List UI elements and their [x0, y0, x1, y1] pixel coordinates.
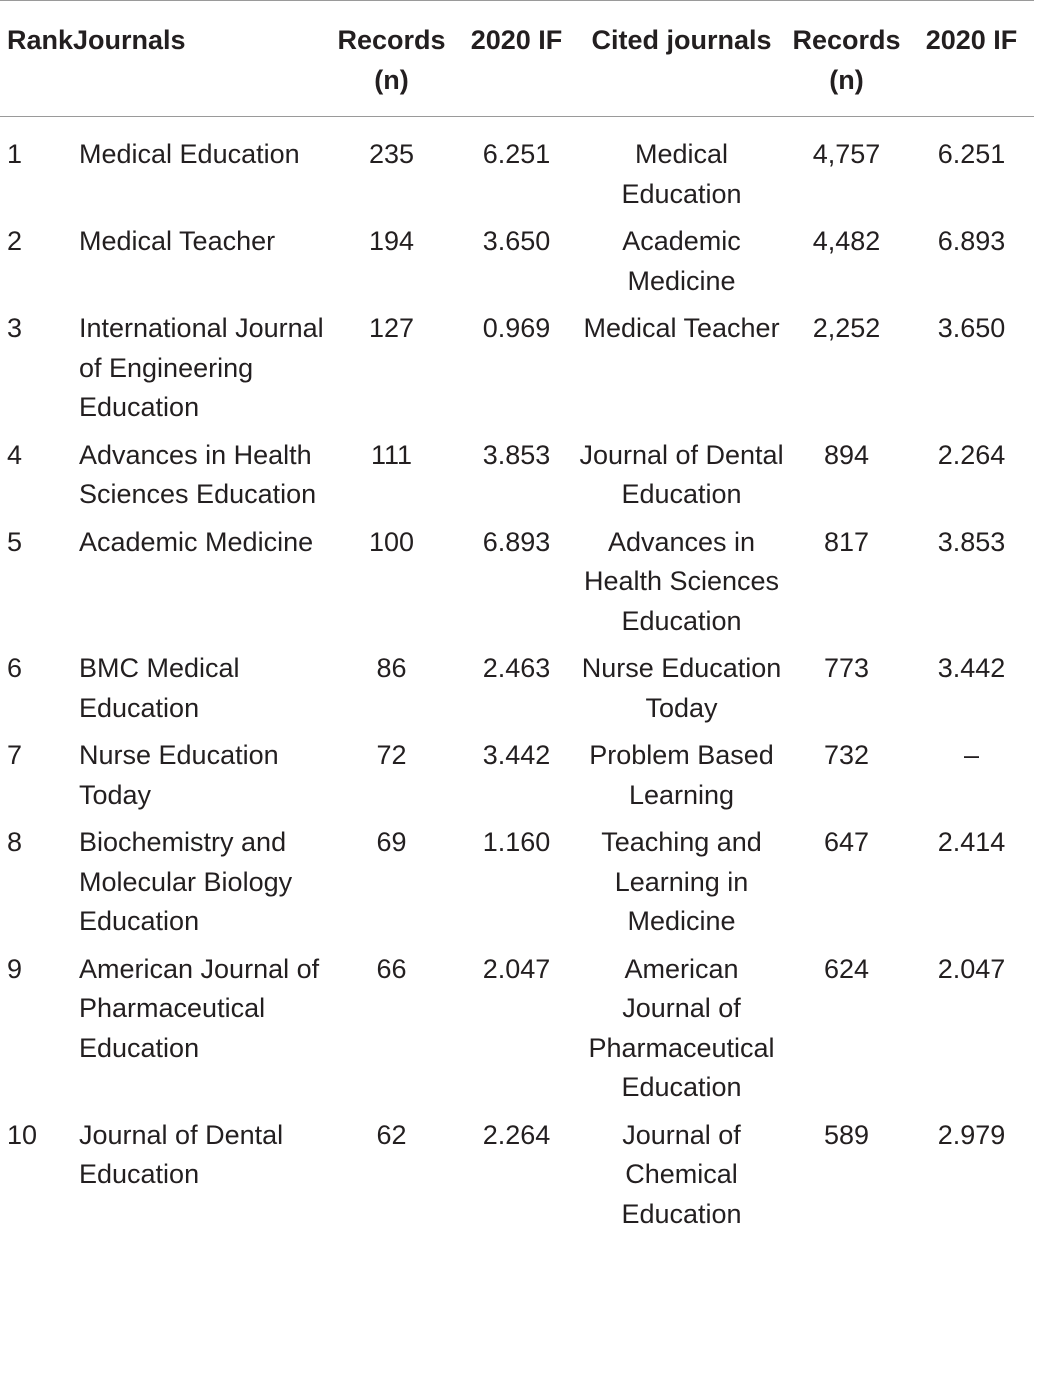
cell-rank: 4: [7, 439, 23, 470]
table-row: [0, 117, 1034, 223]
cell-records: 62: [376, 1119, 407, 1150]
cell-cited-records: 647: [823, 827, 870, 857]
table-row: [0, 309, 1034, 436]
cell-cited-2020-if: 3.650: [937, 313, 1006, 343]
cell-rank: 2: [7, 226, 23, 256]
cell-cited-2020-if: –: [964, 740, 980, 770]
cell-2020-if: 3.442: [482, 740, 551, 770]
cell-2020-if: 6.893: [482, 526, 551, 557]
cell-cited-journal: Journal of Dental Education: [579, 439, 784, 509]
cell-cited-journal: Nurse Education Today: [581, 653, 782, 723]
header-2020-if: 2020 IF: [454, 1, 579, 117]
header-journals: Journals: [73, 25, 186, 55]
header-cited-records: Records (n): [784, 1, 909, 117]
cell-journal: Advances in Health Sciences Education: [79, 439, 317, 509]
cell-records: 111: [370, 439, 413, 470]
cell-cited-2020-if: 6.893: [937, 226, 1006, 256]
cell-journal: Nurse Education Today: [79, 740, 279, 810]
table-row: [0, 222, 1034, 309]
cell-rank: 10: [7, 1119, 38, 1150]
cell-cited-journal: Academic Medicine: [622, 226, 741, 296]
cell-cited-records: 817: [823, 526, 870, 557]
table-row: [0, 950, 1034, 1116]
cell-cited-journal: Teaching and Learning in Medicine: [601, 827, 762, 936]
cell-cited-journal: Advances in Health Sciences Education: [583, 526, 780, 636]
cell-records: 127: [368, 313, 415, 343]
cell-rank: 9: [7, 953, 23, 984]
cell-cited-2020-if: 2.414: [937, 827, 1006, 857]
cell-records: 86: [376, 653, 407, 683]
table-row: [0, 736, 1034, 823]
cell-2020-if: 0.969: [482, 313, 551, 343]
cell-records: 235: [368, 139, 415, 169]
table-body: [0, 117, 1034, 1243]
cell-cited-records: 624: [823, 953, 870, 984]
cell-2020-if: 3.650: [482, 226, 551, 256]
cell-journal: International Journal of Engineering Education: [79, 313, 324, 422]
header-cited-journals: Cited journals: [579, 1, 784, 117]
cell-cited-2020-if: 2.979: [937, 1119, 1006, 1150]
cell-rank: 7: [7, 740, 23, 770]
cell-cited-journal: Journal of Chemical Education: [621, 1119, 742, 1229]
cell-rank: 8: [7, 827, 23, 857]
cell-records: 100: [368, 526, 415, 557]
cell-2020-if: 6.251: [482, 139, 551, 169]
cell-rank: 5: [7, 526, 23, 557]
cell-2020-if: 2.463: [482, 653, 551, 683]
cell-cited-records: 2,252: [812, 313, 881, 343]
cell-journal: American Journal of Pharmaceutical Education: [79, 953, 320, 1063]
cell-cited-records: 732: [823, 740, 870, 770]
cell-cited-records: 894: [823, 439, 870, 470]
table-row: [0, 523, 1034, 650]
cell-2020-if: 1.160: [482, 827, 551, 857]
header-rank-journals: [0, 1, 329, 117]
cell-cited-2020-if: 6.251: [937, 139, 1006, 169]
table-row: [0, 436, 1034, 523]
table-row: [0, 649, 1034, 736]
cell-cited-2020-if: 3.853: [937, 526, 1006, 557]
cell-cited-records: 4,757: [812, 139, 881, 169]
cell-records: 66: [376, 953, 407, 984]
cell-cited-records: 773: [823, 653, 870, 683]
cell-cited-journal: Problem Based Learning: [589, 740, 774, 810]
cell-journal: BMC Medical Education: [79, 653, 240, 723]
cell-rank: 6: [7, 653, 23, 683]
cell-2020-if: 2.047: [482, 953, 551, 984]
cell-cited-journal: Medical Education: [621, 139, 742, 209]
header-row: [0, 1, 1034, 117]
cell-records: 69: [376, 827, 407, 857]
cell-2020-if: 2.264: [482, 1119, 551, 1150]
header-records: Records (n): [329, 1, 454, 117]
cell-journal: Medical Education: [79, 139, 300, 169]
table-row: [0, 823, 1034, 950]
cell-cited-records: 589: [823, 1119, 870, 1150]
header-cited-2020-if: 2020 IF: [909, 1, 1034, 117]
cell-rank: 3: [7, 313, 23, 343]
table-row: [0, 1116, 1034, 1243]
cell-rank: 1: [7, 139, 23, 169]
cell-cited-journal: American Journal of Pharmaceutical Education: [588, 953, 775, 1102]
cell-cited-journal: Medical Teacher: [583, 313, 780, 343]
cell-records: 72: [376, 740, 407, 770]
cell-cited-2020-if: 2.264: [937, 439, 1006, 470]
cell-cited-records: 4,482: [812, 226, 881, 256]
cell-journal: Biochemistry and Molecular Biology Education: [79, 827, 293, 936]
cell-journal: Journal of Dental Education: [79, 1119, 284, 1189]
table-header: [0, 1, 1034, 117]
cell-cited-2020-if: 3.442: [937, 653, 1006, 683]
cell-journal: Medical Teacher: [79, 226, 276, 256]
cell-journal: Academic Medicine: [79, 526, 314, 557]
cell-2020-if: 3.853: [482, 439, 551, 470]
cell-records: 194: [368, 226, 415, 256]
cell-cited-2020-if: 2.047: [937, 953, 1006, 984]
header-rank: Rank: [7, 25, 74, 55]
